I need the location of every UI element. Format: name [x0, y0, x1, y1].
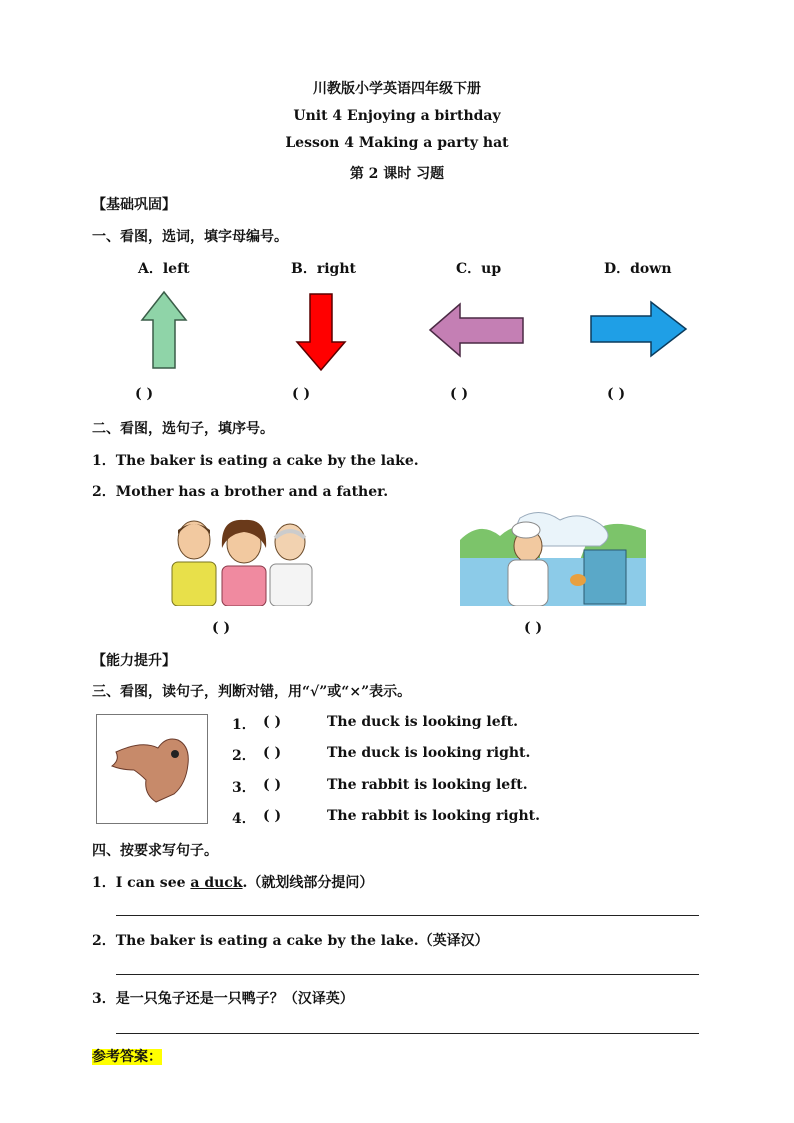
item-4-number: 4． [232, 811, 256, 827]
section-advanced: 【能力提升】 [92, 653, 176, 669]
item-2-text: The duck is looking right. [327, 745, 531, 761]
question-1-suffix: .（就划线部分提问） [242, 875, 374, 891]
section-basic: 【基础巩固】 [92, 197, 176, 213]
option-c: C．up [456, 261, 502, 277]
item-4-text: The rabbit is looking right. [327, 808, 540, 824]
up-arrow-icon [140, 290, 188, 370]
item-4-blank[interactable]: ( ) [263, 808, 282, 824]
item-3-text: The rabbit is looking left. [327, 777, 528, 793]
part2-heading: 二、看图，选句子，填序号。 [92, 421, 274, 437]
part3-heading: 三、看图，读句子，判断对错，用“√”或“×”表示。 [92, 684, 412, 700]
item-3-blank[interactable]: ( ) [263, 777, 282, 793]
unit-title: Unit 4 Enjoying a birthday [293, 108, 501, 124]
item-1-number: 1． [232, 717, 256, 733]
sentence-1: 1．The baker is eating a cake by the lake. [92, 453, 419, 469]
answers-label-text: 参考答案： [92, 1049, 162, 1065]
answer-line-3[interactable] [116, 1033, 699, 1034]
right-arrow-icon [589, 300, 689, 358]
family-image [164, 512, 318, 606]
answer-blank-3[interactable]: ( ) [450, 386, 469, 402]
answer-blank-family[interactable]: ( ) [212, 620, 231, 636]
answer-blank-4[interactable]: ( ) [607, 386, 626, 402]
answer-line-2[interactable] [116, 974, 699, 975]
item-1-blank[interactable]: ( ) [263, 714, 282, 730]
question-1 [92, 872, 373, 892]
answer-blank-2[interactable]: ( ) [292, 386, 311, 402]
part4-heading: 四、按要求写句子。 [92, 843, 218, 859]
sentence-2: 2．Mother has a brother and a father. [92, 484, 389, 500]
answer-blank-1[interactable]: ( ) [135, 386, 154, 402]
lesson-title: Lesson 4 Making a party hat [285, 135, 509, 151]
period-title: 第 2 课时 习题 [349, 166, 445, 182]
answers-label [92, 1046, 162, 1066]
item-2-number: 2． [232, 748, 256, 764]
baker-image [460, 510, 646, 606]
question-2: 2．The baker is eating a cake by the lake.（英译汉） [92, 933, 489, 949]
item-3-number: 3． [232, 780, 256, 796]
question-1-prefix: 1．I can see [92, 875, 191, 891]
option-d: D．down [604, 261, 672, 277]
answer-blank-baker[interactable]: ( ) [524, 620, 543, 636]
option-a: A．left [138, 261, 190, 277]
left-arrow-icon [428, 302, 526, 358]
down-arrow-icon [295, 292, 347, 372]
answer-line-1[interactable] [116, 915, 699, 916]
duck-rabbit-image [96, 714, 208, 824]
question-3: 3．是一只兔子还是一只鸭子？（汉译英） [92, 991, 354, 1007]
question-1-underlined: a duck [190, 875, 243, 891]
option-b: B．right [291, 261, 356, 277]
part1-heading: 一、看图，选词，填字母编号。 [92, 229, 288, 245]
item-1-text: The duck is looking left. [327, 714, 518, 730]
document-title: 川教版小学英语四年级下册 [313, 81, 481, 97]
item-2-blank[interactable]: ( ) [263, 745, 282, 761]
